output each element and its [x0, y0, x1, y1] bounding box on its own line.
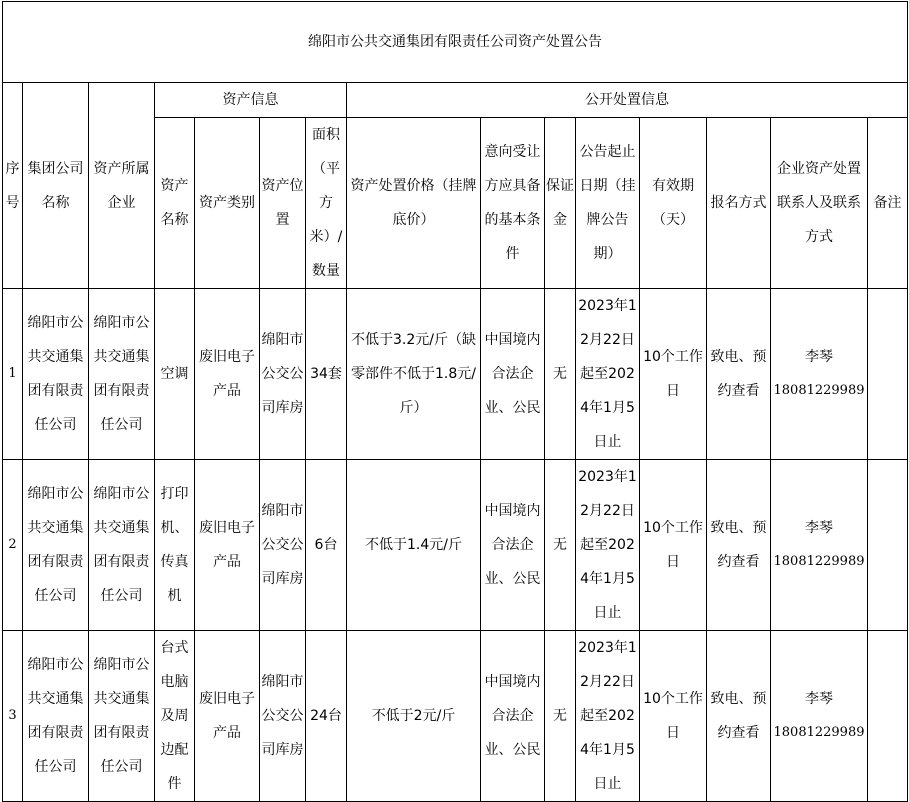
cell-validity: 10个工作日	[640, 289, 707, 460]
table-row	[3, 289, 908, 460]
header-asset-name: 资产名称	[155, 118, 195, 289]
cell-group-company: 绵阳市公共交通集团有限责任公司	[23, 460, 89, 631]
cell-contact	[771, 460, 868, 631]
header-validity: 有效期（天）	[640, 118, 707, 289]
cell-asset-name: 空调	[155, 289, 195, 460]
contact-phone: 18081229989	[773, 383, 865, 398]
group-header-public-info: 公开处置信息	[347, 83, 908, 118]
cell-deposit: 无	[545, 289, 576, 460]
header-contact: 企业资产处置联系人及联系方式	[771, 118, 868, 289]
header-registration: 报名方式	[707, 118, 771, 289]
contact-name: 李琴	[805, 520, 833, 536]
header-area-qty: 面积（平方米）/数量	[306, 118, 347, 289]
cell-price: 不低于3.2元/斤（缺零部件不低于1.8元/斤）	[347, 289, 481, 460]
cell-asset-type: 废旧电子产品	[195, 460, 260, 631]
contact-name: 李琴	[805, 691, 833, 707]
cell-owner-company: 绵阳市公共交通集团有限责任公司	[89, 289, 155, 460]
table-row	[3, 631, 908, 802]
cell-validity: 10个工作日	[640, 631, 707, 802]
cell-asset-location: 绵阳市公交公司库房	[260, 289, 306, 460]
cell-remarks	[868, 289, 908, 460]
cell-registration: 致电、预约查看	[707, 289, 771, 460]
header-deposit: 保证金	[545, 118, 576, 289]
cell-seq: 2	[3, 460, 23, 631]
cell-area-qty: 34套	[306, 289, 347, 460]
cell-asset-name: 台式电脑及周边配件	[155, 631, 195, 802]
page-title: 绵阳市公共交通集团有限责任公司资产处置公告	[3, 2, 908, 83]
group-header-asset-info: 资产信息	[155, 83, 347, 118]
cell-notice-date: 2023年12月22日起至2024年1月5日止	[576, 460, 640, 631]
cell-validity: 10个工作日	[640, 460, 707, 631]
cell-asset-location: 绵阳市公交公司库房	[260, 631, 306, 802]
cell-asset-type: 废旧电子产品	[195, 289, 260, 460]
asset-disposal-table	[2, 1, 908, 802]
header-asset-type: 资产类别	[195, 118, 260, 289]
cell-seq: 1	[3, 289, 23, 460]
cell-deposit: 无	[545, 460, 576, 631]
cell-owner-company: 绵阳市公共交通集团有限责任公司	[89, 460, 155, 631]
cell-owner-company: 绵阳市公共交通集团有限责任公司	[89, 631, 155, 802]
cell-seq: 3	[3, 631, 23, 802]
cell-contact	[771, 631, 868, 802]
header-buyer-conditions: 意向受让方应具备的基本条件	[481, 118, 545, 289]
cell-notice-date: 2023年12月22日起至2024年1月5日止	[576, 289, 640, 460]
header-price: 资产处置价格（挂牌底价）	[347, 118, 481, 289]
table-row	[3, 460, 908, 631]
cell-asset-location: 绵阳市公交公司库房	[260, 460, 306, 631]
header-remarks: 备注	[868, 118, 908, 289]
contact-phone: 18081229989	[773, 554, 865, 569]
cell-registration: 致电、预约查看	[707, 631, 771, 802]
header-seq: 序号	[3, 83, 23, 289]
cell-asset-type: 废旧电子产品	[195, 631, 260, 802]
cell-group-company: 绵阳市公共交通集团有限责任公司	[23, 631, 89, 802]
contact-name: 李琴	[805, 349, 833, 365]
header-notice-date: 公告起止日期（挂牌公告期）	[576, 118, 640, 289]
cell-remarks	[868, 631, 908, 802]
cell-area-qty: 24台	[306, 631, 347, 802]
cell-asset-name: 打印机、传真机	[155, 460, 195, 631]
contact-phone: 18081229989	[773, 725, 865, 740]
cell-contact	[771, 289, 868, 460]
cell-registration: 致电、预约查看	[707, 460, 771, 631]
cell-group-company: 绵阳市公共交通集团有限责任公司	[23, 289, 89, 460]
header-owner-company: 资产所属企业	[89, 83, 155, 289]
cell-price: 不低于2元/斤	[347, 631, 481, 802]
cell-remarks	[868, 460, 908, 631]
cell-notice-date: 2023年12月22日起至2024年1月5日止	[576, 631, 640, 802]
cell-buyer-conditions: 中国境内合法企业、公民	[481, 631, 545, 802]
header-group-company: 集团公司名称	[23, 83, 89, 289]
cell-buyer-conditions: 中国境内合法企业、公民	[481, 460, 545, 631]
cell-deposit: 无	[545, 631, 576, 802]
cell-buyer-conditions: 中国境内合法企业、公民	[481, 289, 545, 460]
cell-price: 不低于1.4元/斤	[347, 460, 481, 631]
header-asset-location: 资产位置	[260, 118, 306, 289]
cell-area-qty: 6台	[306, 460, 347, 631]
